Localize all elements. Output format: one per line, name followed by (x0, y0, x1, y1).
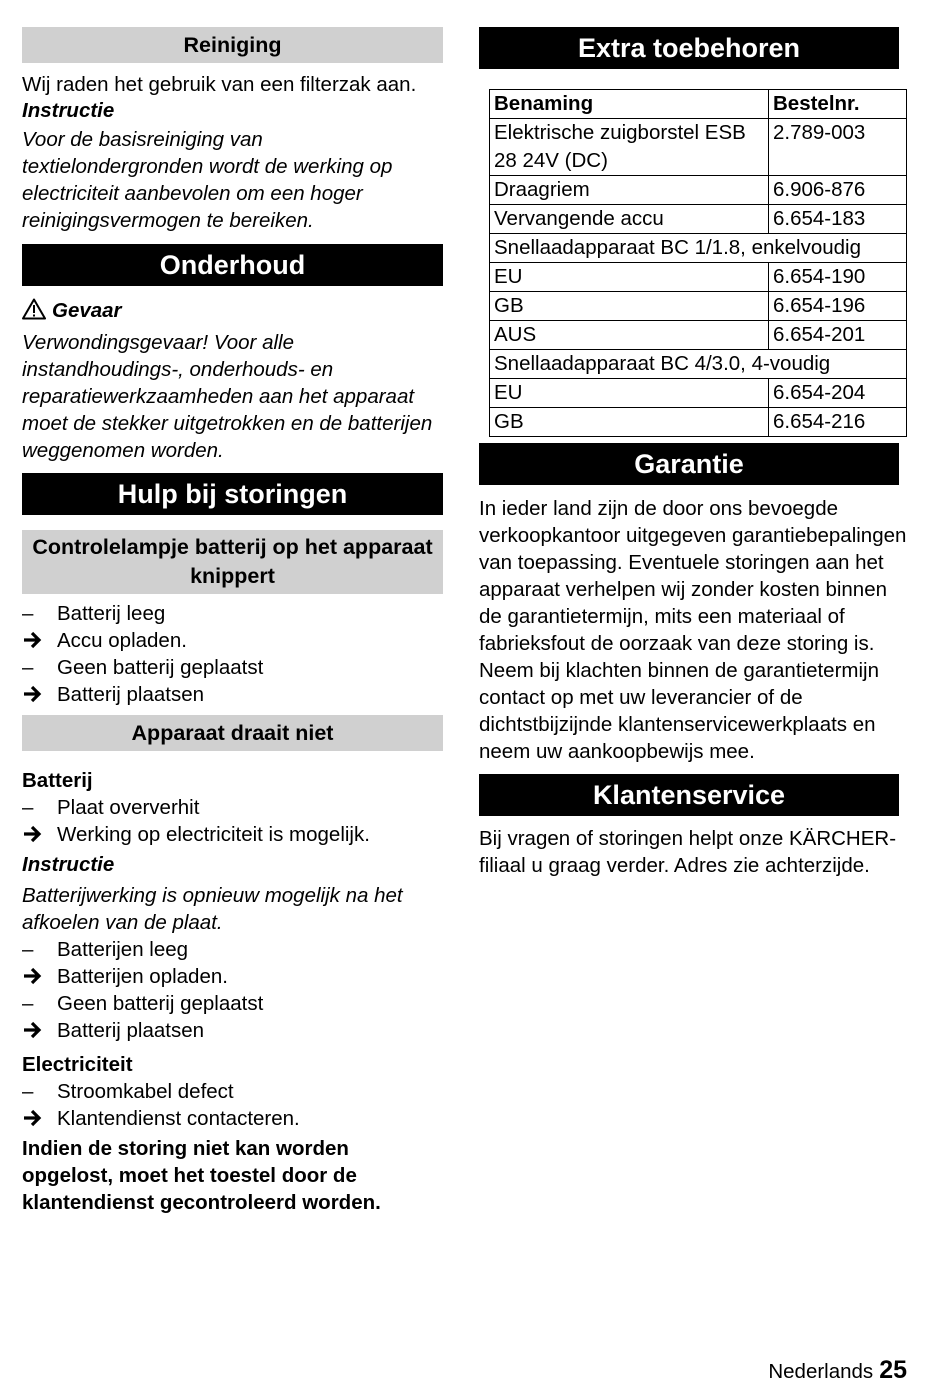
dash-marker: – (22, 938, 34, 961)
table-row (490, 263, 907, 292)
list-item (22, 627, 443, 654)
subheading-apparaat: Apparaat draait niet (22, 715, 443, 751)
page-number: 25 (879, 1356, 907, 1384)
reiniging-instructie-text: Voor de basisreiniging van textielondergronden wordt de werking op electriciteit aanbevolen om een hoger reinigingsvermogen te bereiken. (22, 128, 393, 232)
garantie-text: In ieder land zijn de door ons bevoegde verkoopkantoor uitgegeven garantiebepalingen van toepassing. Eventuele storingen aan het apparaat verhelpen wij zonder kosten binnen de garantietermijn, mits een materiaal of fabrieksfout de oorzaak van deze storing is. Neem bij klachten binnen de garantietermijn contact op met uw leverancier of de dichtstbijzijnde klantenservicewerkplaats en neem uw aankoopbewijs mee. (479, 497, 907, 763)
table-header-row (490, 90, 907, 119)
table-row (490, 321, 907, 350)
list-item-text: Batterij plaatsen (57, 1019, 205, 1042)
section-heading-extra-toebehoren: Extra toebehoren (479, 27, 899, 69)
table-cell-benaming: Snellaadapparaat BC 1/1.8, enkelvoudig (490, 234, 907, 263)
table-cell-benaming: Snellaadapparaat BC 4/3.0, 4-voudig (490, 350, 907, 379)
table-row (490, 205, 907, 234)
table-cell-bestelnr: 6.654-190 (769, 263, 907, 292)
gevaar-text: Verwondingsgevaar! Voor alle instandhoudings-, onderhouds- en reparatiewerkzaamheden aan het apparaat moet de stekker uitgetrokken en de batterijen weggenomen worden. (22, 331, 433, 462)
list-item (22, 963, 443, 990)
page-footer (768, 1355, 907, 1387)
batterij-label: Batterij (22, 769, 93, 792)
dash-marker: – (22, 796, 34, 819)
klantenservice-text: Bij vragen of storingen helpt onze KÄRCHER-filiaal u graag verder. Adres zie achterzijde. (479, 827, 897, 877)
accessories-table (489, 89, 907, 437)
list-item-text: Klantendienst contacteren. (57, 1107, 300, 1130)
apparaat-instructie-text: Batterijwerking is opnieuw mogelijk na het afkoelen van de plaat. (22, 884, 403, 934)
table-row (490, 176, 907, 205)
right-column (479, 27, 908, 879)
list-item (22, 1017, 443, 1044)
list-item-text: Batterijen opladen. (57, 965, 228, 988)
list-item (22, 821, 443, 848)
table-cell-bestelnr: 6.654-201 (769, 321, 907, 350)
table-cell-benaming: Vervangende accu (490, 205, 769, 234)
dash-marker: – (22, 602, 34, 625)
list-item-text: Batterij leeg (57, 602, 166, 625)
table-header-bestelnr: Bestelnr. (769, 90, 907, 119)
arrow-right-icon (22, 1020, 44, 1040)
table-cell-benaming: GB (490, 408, 769, 437)
list-item-text: Stroomkabel defect (57, 1080, 234, 1103)
list-item-text: Accu opladen. (57, 629, 187, 652)
batterij-list (22, 794, 443, 848)
arrow-right-icon (22, 824, 44, 844)
list-item (22, 990, 443, 1017)
electriciteit-label: Electriciteit (22, 1053, 133, 1076)
table-row (490, 234, 907, 263)
arrow-marker (22, 627, 57, 654)
controlelampje-list (22, 600, 443, 708)
table-cell-bestelnr: 6.654-204 (769, 379, 907, 408)
list-item (22, 1078, 443, 1105)
arrow-marker (22, 1105, 57, 1132)
list-item-text: Werking op electriciteit is mogelijk. (57, 823, 370, 846)
table-cell-benaming: AUS (490, 321, 769, 350)
list-item (22, 600, 443, 627)
warning-triangle-icon (22, 298, 46, 320)
list-item-text: Batterijen leeg (57, 938, 189, 961)
arrow-right-icon (22, 966, 44, 986)
table-cell-benaming: EU (490, 263, 769, 292)
list-item (22, 936, 443, 963)
list-item (22, 681, 443, 708)
closing-note: Indien de storing niet kan worden opgelost, moet het toestel door de klantendienst gecontroleerd worden. (22, 1137, 381, 1214)
list-item-text: Geen batterij geplaatst (57, 992, 264, 1015)
table-cell-bestelnr: 6.654-216 (769, 408, 907, 437)
table-cell-bestelnr: 6.906-876 (769, 176, 907, 205)
table-row (490, 350, 907, 379)
table-row (490, 292, 907, 321)
list-item (22, 1105, 443, 1132)
arrow-right-icon (22, 630, 44, 650)
batterij-list-2 (22, 936, 443, 1044)
dash-marker: – (22, 992, 34, 1015)
arrow-marker (22, 681, 57, 708)
section-heading-hulp: Hulp bij storingen (22, 473, 443, 515)
table-cell-benaming: EU (490, 379, 769, 408)
table-row (490, 379, 907, 408)
table-cell-bestelnr: 2.789-003 (769, 119, 907, 176)
reiniging-text: Wij raden het gebruik van een filterzak aan. (22, 73, 417, 96)
apparaat-instructie-label: Instructie (22, 853, 115, 876)
table-cell-benaming: Draagriem (490, 176, 769, 205)
subheading-controlelampje: Controlelampje batterij op het apparaat knippert (22, 530, 443, 594)
list-item-text: Plaat oververhit (57, 796, 200, 819)
table-row (490, 119, 907, 176)
section-heading-reiniging: Reiniging (22, 27, 443, 63)
list-item-text: Geen batterij geplaatst (57, 656, 264, 679)
arrow-marker (22, 821, 57, 848)
arrow-marker (22, 963, 57, 990)
arrow-right-icon (22, 684, 44, 704)
list-item (22, 654, 443, 681)
table-cell-bestelnr: 6.654-183 (769, 205, 907, 234)
dash-marker: – (22, 656, 34, 679)
list-item-text: Batterij plaatsen (57, 683, 205, 706)
gevaar-label: Gevaar (52, 299, 122, 322)
table-cell-benaming: GB (490, 292, 769, 321)
section-heading-garantie: Garantie (479, 443, 899, 485)
table-row (490, 408, 907, 437)
arrow-right-icon (22, 1108, 44, 1128)
table-cell-benaming: Elektrische zuigborstel ESB 28 24V (DC) (490, 119, 769, 176)
electriciteit-list (22, 1078, 443, 1132)
arrow-marker (22, 1017, 57, 1044)
table-header-benaming: Benaming (490, 90, 769, 119)
list-item (22, 794, 443, 821)
left-column (22, 27, 443, 1216)
gevaar-label-line (22, 297, 443, 324)
section-heading-onderhoud: Onderhoud (22, 244, 443, 286)
table-cell-bestelnr: 6.654-196 (769, 292, 907, 321)
dash-marker: – (22, 1080, 34, 1103)
footer-language: Nederlands (768, 1360, 874, 1383)
reiniging-instructie-label: Instructie (22, 99, 115, 122)
section-heading-klantenservice: Klantenservice (479, 774, 899, 816)
